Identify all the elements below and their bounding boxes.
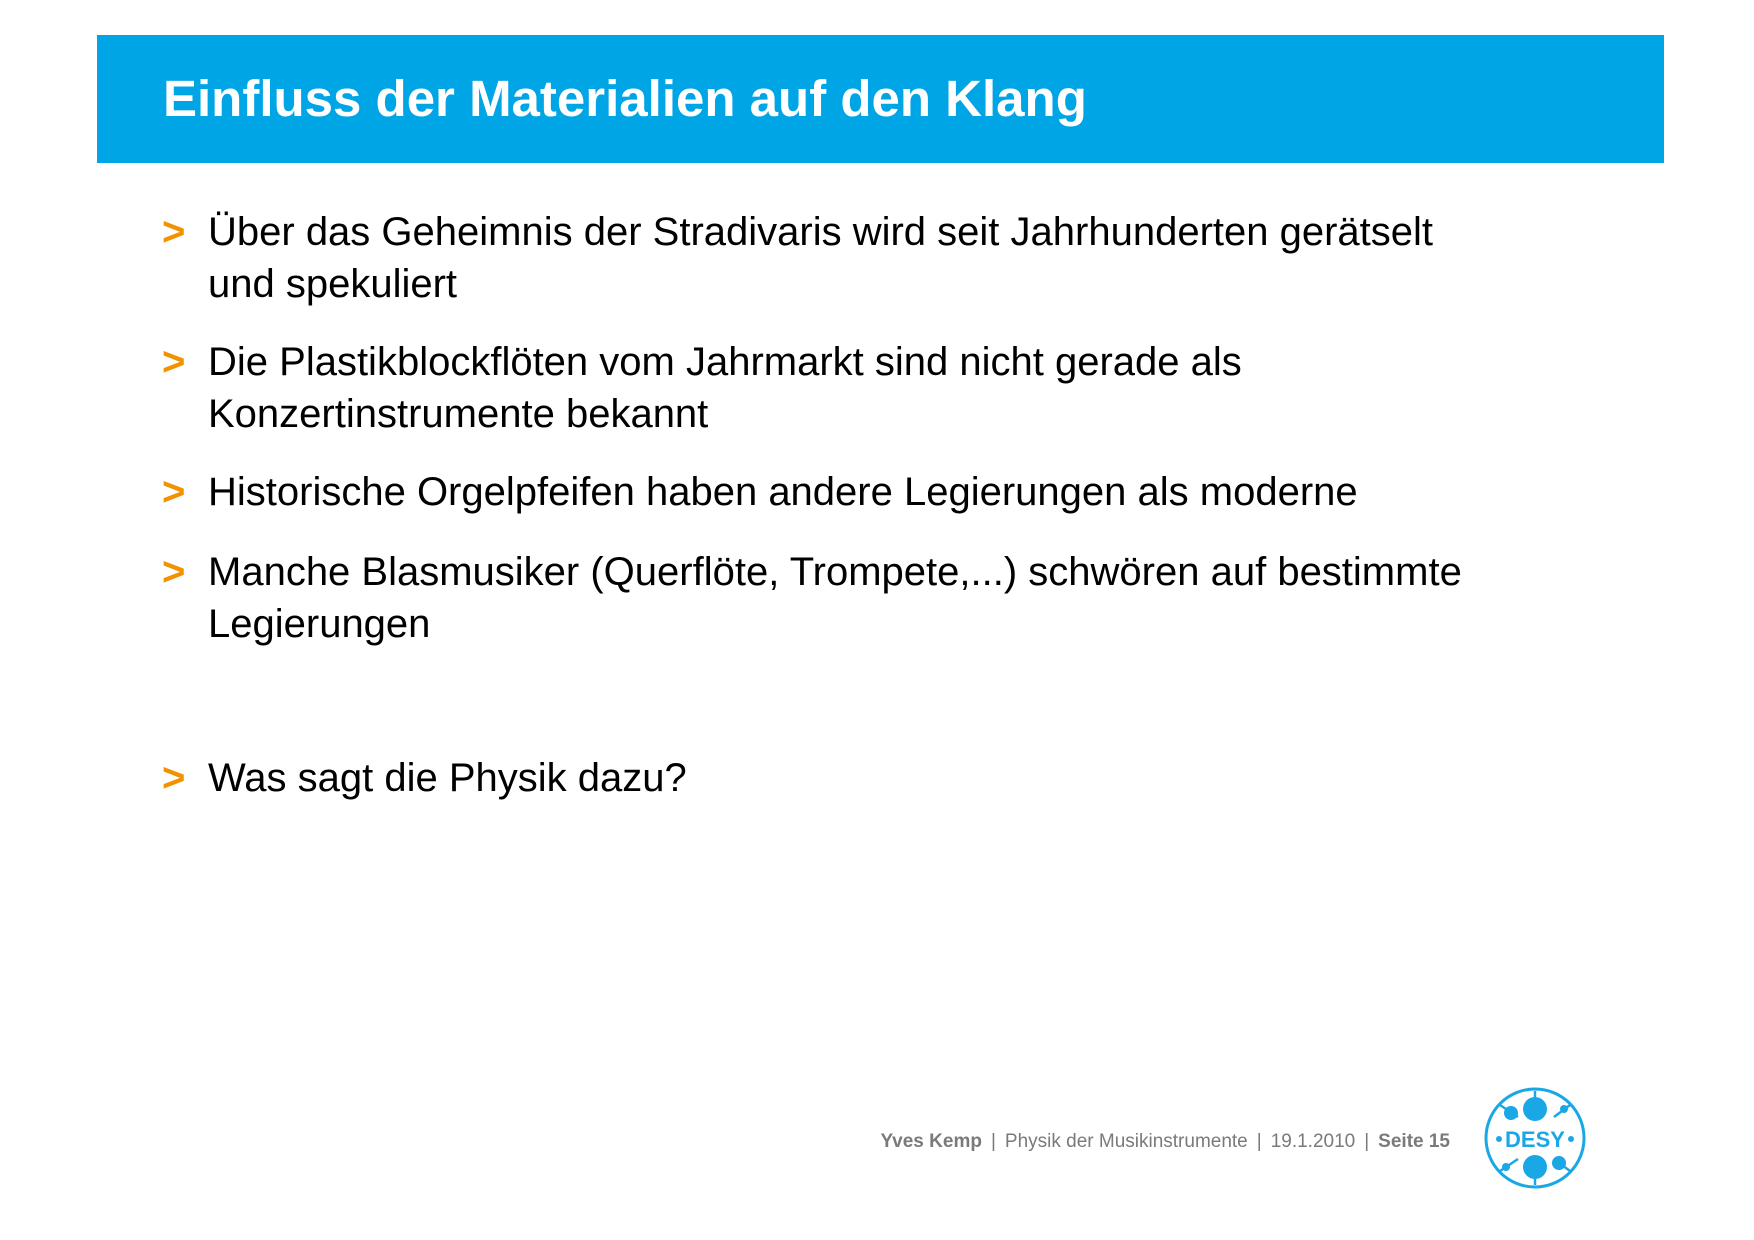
bullet-marker-icon: >: [162, 340, 186, 384]
footer-course: Physik der Musikinstrumente: [1004, 1131, 1248, 1152]
bullet-text: Manche Blasmusiker (Querflöte, Trompete,...) schwören auf bestimmte Legierungen: [208, 550, 1462, 646]
footer-date: 19.1.2010: [1270, 1131, 1356, 1152]
desy-logo-text: DESY: [1505, 1127, 1565, 1152]
desy-logo-graphic: [1482, 1085, 1588, 1191]
footer: [881, 1131, 1450, 1153]
footer-separator: |: [990, 1131, 996, 1152]
footer-author: Yves Kemp: [880, 1131, 982, 1152]
slide-title: Einfluss der Materialien auf den Klang: [163, 70, 1087, 127]
bullet-text: Die Plastikblockflöten vom Jahrmarkt sind nicht gerade als Konzertinstrumente bekannt: [208, 340, 1242, 436]
bullet-text: Was sagt die Physik dazu?: [208, 756, 687, 800]
title-bar: [97, 35, 1664, 163]
footer-separator: |: [1256, 1131, 1262, 1152]
bullet-marker-icon: >: [162, 550, 186, 594]
footer-separator: |: [1364, 1131, 1370, 1152]
bullet-marker-icon: >: [162, 470, 186, 514]
bullet-item: [162, 466, 1612, 518]
footer-page-number: Seite 15: [1378, 1131, 1450, 1152]
bullet-marker-icon: >: [162, 210, 186, 254]
bullet-item: [162, 752, 1612, 804]
bullet-item: [162, 206, 1612, 310]
bullet-text: Historische Orgelpfeifen haben andere Legierungen als moderne: [208, 470, 1358, 514]
bullet-marker-icon: >: [162, 756, 186, 800]
bullet-item: [162, 546, 1612, 650]
desy-logo-icon: [1482, 1085, 1588, 1191]
bullet-text: Über das Geheimnis der Stradivaris wird seit Jahrhunderten gerätselt und spekuliert: [208, 210, 1434, 306]
bullet-item: [162, 336, 1612, 440]
